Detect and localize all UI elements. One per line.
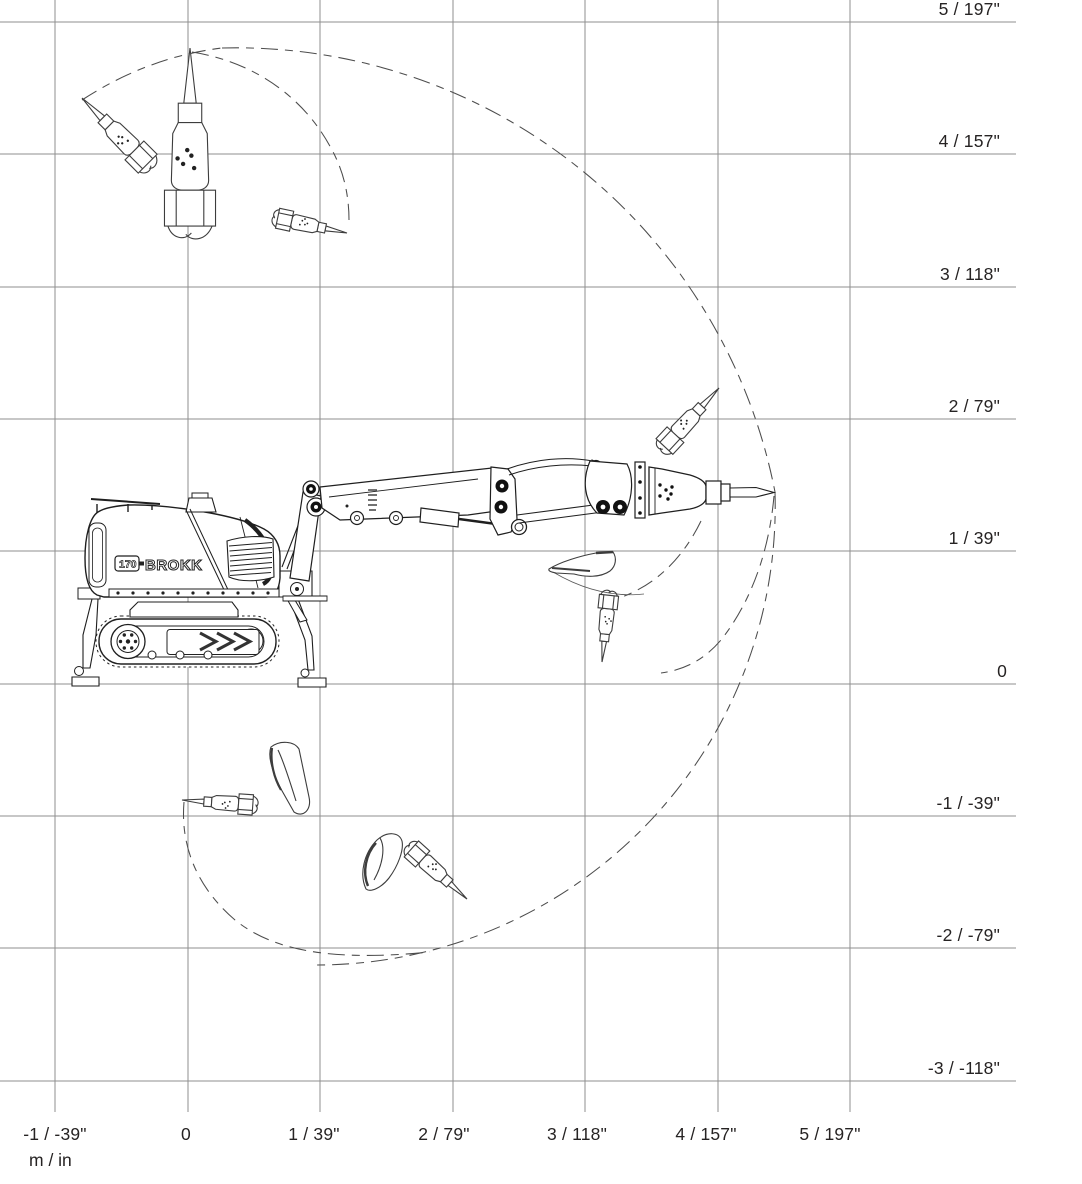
unit-label: m / in (29, 1150, 72, 1170)
ghost-breaker-left-low (181, 790, 258, 816)
ghost-bucket-under-arm (549, 552, 616, 576)
ghost-breaker-folded-top (270, 207, 349, 243)
x-label-4: 4 / 157" (675, 1124, 737, 1144)
ghost-breaker-down-right (400, 837, 474, 907)
ghost-breaker-down-mid (592, 589, 619, 663)
machine (72, 459, 774, 687)
rear-outrigger (72, 588, 100, 686)
machine-body (85, 493, 280, 597)
y-label-4: 4 / 157" (938, 131, 1000, 151)
y-label-0: 0 (997, 661, 1007, 681)
x-label-1: 1 / 39" (288, 1124, 340, 1144)
envelope-bottom-left-arc (183, 802, 430, 955)
y-axis-labels (928, 0, 1007, 1078)
x-label-3: 3 / 118" (546, 1124, 608, 1144)
tracks (96, 616, 279, 667)
model-number: 170 (119, 558, 137, 571)
ghost-bucket-low-left (270, 742, 310, 814)
y-label-2: 2 / 79" (948, 396, 1000, 416)
y-label-n2: -2 / -79" (936, 925, 1000, 945)
y-label-n3: -3 / -118" (927, 1058, 1000, 1078)
y-label-3: 3 / 118" (939, 264, 1000, 284)
y-label-1: 1 / 39" (948, 528, 1000, 548)
y-label-5: 5 / 197" (938, 0, 1000, 19)
ghost-breaker-up (164, 48, 215, 239)
engine-grille (227, 537, 274, 581)
envelope-outer-lower-arc (316, 492, 775, 965)
drive-sprocket (111, 625, 145, 659)
ghost-bucket-bottom (363, 834, 403, 891)
wrist-rotation-arc (619, 521, 701, 598)
x-label-2: 2 / 79" (418, 1124, 470, 1144)
envelope-top-left-arc (82, 48, 222, 100)
breaker-tool (635, 462, 774, 518)
x-label-5: 5 / 197" (799, 1124, 861, 1144)
brand-name: BROKK (145, 557, 203, 574)
body-bottom-band (109, 589, 279, 597)
x-label-n1: -1 / -39" (23, 1124, 87, 1144)
ghost-breaker-up-left (73, 89, 162, 178)
model-logo (115, 556, 203, 574)
x-axis-labels (23, 1124, 860, 1144)
x-label-0: 0 (181, 1124, 191, 1144)
y-label-n1: -1 / -39" (936, 793, 1000, 813)
